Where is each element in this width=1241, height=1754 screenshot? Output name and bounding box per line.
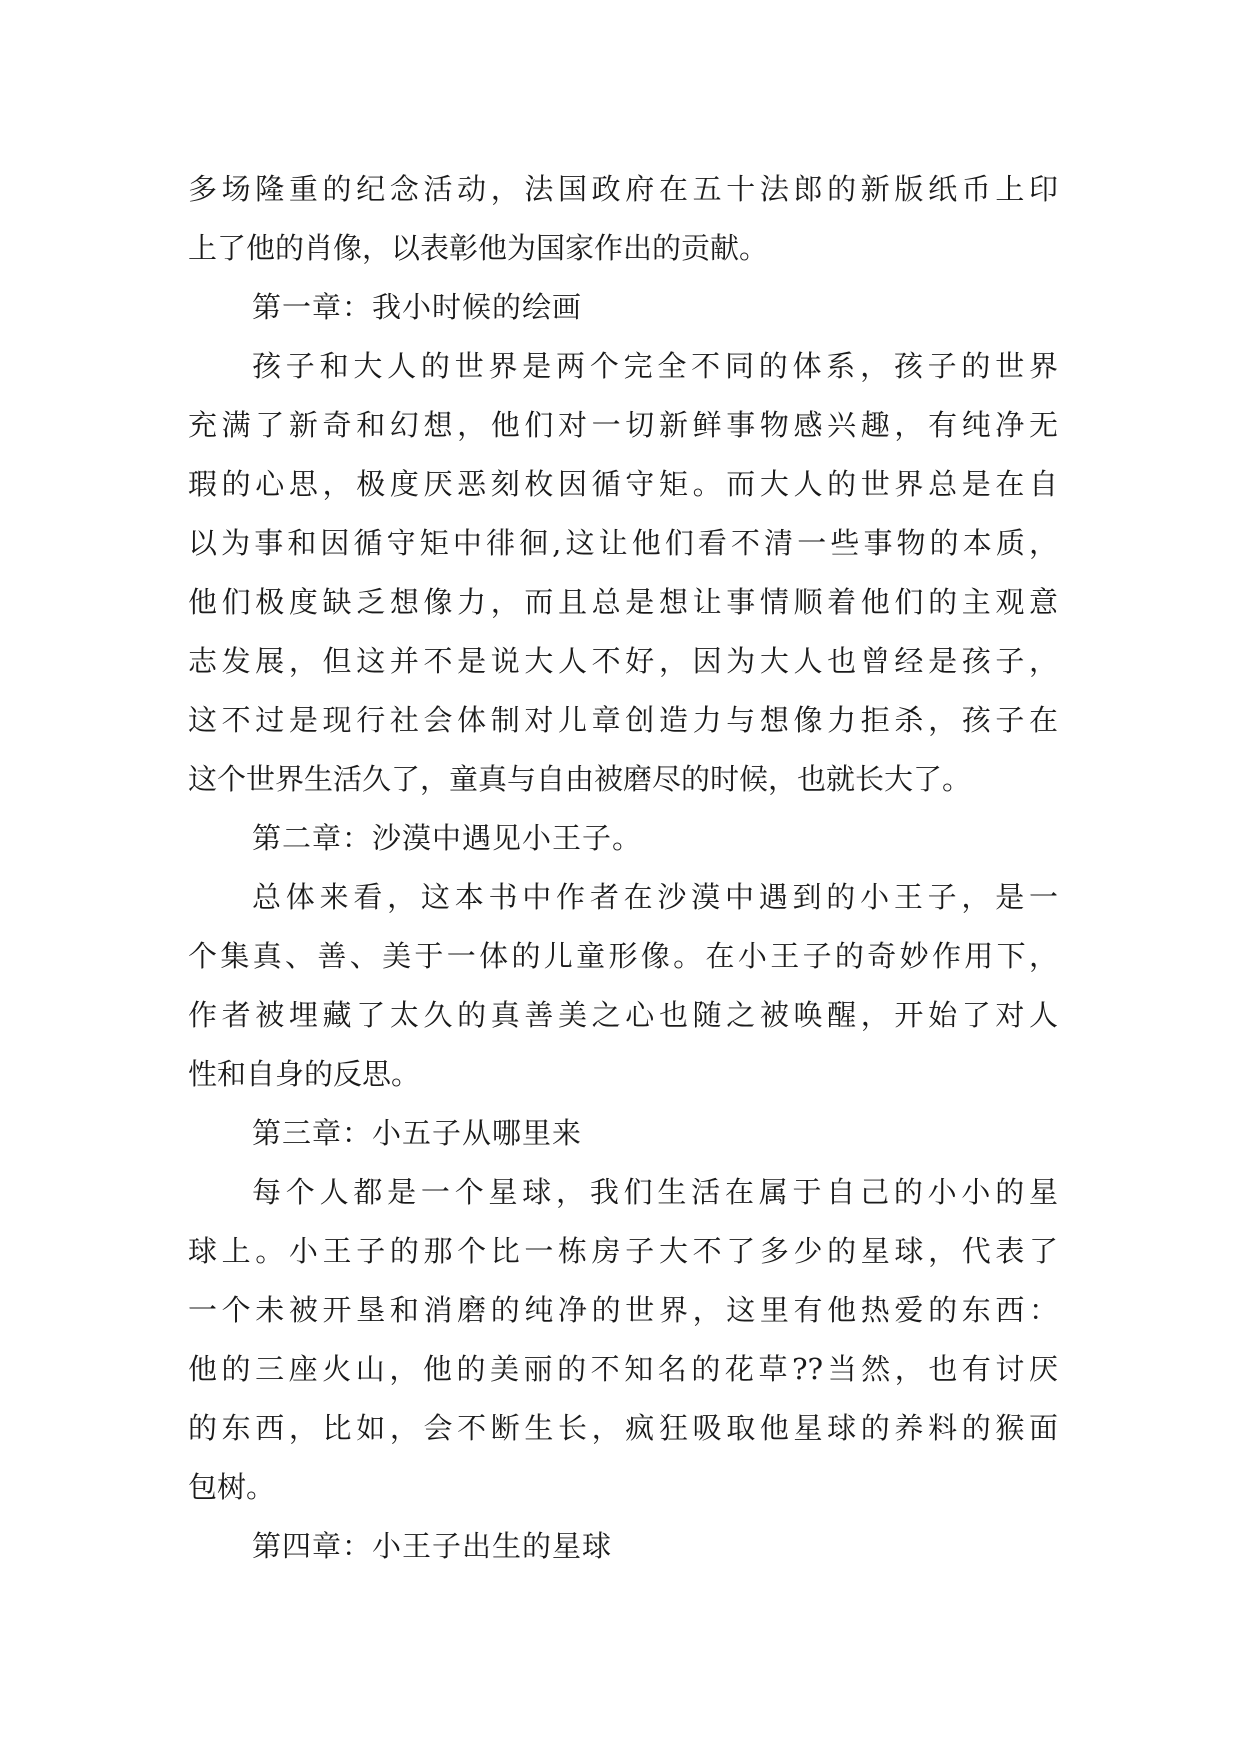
text-line: 包树。 bbox=[188, 1470, 276, 1504]
text-line: 一个未被开垦和消磨的纯净的世界，这里有他热爱的东西： bbox=[188, 1293, 1058, 1327]
chapter-heading: 第二章：沙漠中遇见小王子。 bbox=[252, 821, 643, 855]
chapter-heading: 第四章：小王子出生的星球 bbox=[252, 1529, 613, 1563]
chapter-heading: 第一章：我小时候的绘画 bbox=[252, 290, 583, 324]
text-line: 以为事和因循守矩中徘徊,这让他们看不清一些事物的本质， bbox=[188, 526, 1058, 560]
text-line: 上了他的肖像，以表彰他为国家作出的贡献。 bbox=[188, 231, 769, 265]
text-line: 瑕的心思，极度厌恶刻枚因循守矩。而大人的世界总是在自 bbox=[188, 467, 1058, 501]
text-line: 充满了新奇和幻想，他们对一切新鲜事物感兴趣，有纯净无 bbox=[188, 408, 1058, 442]
paragraph bbox=[188, 868, 1058, 1104]
text-line: 他的三座火山，他的美丽的不知名的花草??当然，也有讨厌 bbox=[188, 1352, 1058, 1386]
paragraph bbox=[188, 1163, 1058, 1517]
text-line: 的东西，比如，会不断生长，疯狂吸取他星球的养料的猴面 bbox=[188, 1411, 1058, 1445]
text-line: 球上。小王子的那个比一栋房子大不了多少的星球，代表了 bbox=[188, 1234, 1058, 1268]
text-line: 这不过是现行社会体制对儿章创造力与想像力拒杀，孩子在 bbox=[188, 703, 1058, 737]
text-line: 作者被埋藏了太久的真善美之心也随之被唤醒，开始了对人 bbox=[188, 998, 1058, 1032]
paragraph bbox=[188, 160, 1058, 278]
text-line: 孩子和大人的世界是两个完全不同的体系，孩子的世界 bbox=[252, 349, 1058, 383]
text-line: 志发展，但这并不是说大人不好，因为大人也曾经是孩子， bbox=[188, 644, 1058, 678]
chapter-heading: 第三章：小五子从哪里来 bbox=[252, 1116, 583, 1150]
text-line: 多场隆重的纪念活动，法国政府在五十法郎的新版纸币上印 bbox=[188, 172, 1058, 206]
text-line: 总体来看，这本书中作者在沙漠中遇到的小王子，是一 bbox=[252, 880, 1058, 914]
text-line: 他们极度缺乏想像力，而且总是想让事情顺着他们的主观意 bbox=[188, 585, 1058, 619]
text-line: 每个人都是一个星球，我们生活在属于自己的小小的星 bbox=[252, 1175, 1058, 1209]
text-line: 个集真、善、美于一体的儿童形像。在小王子的奇妙作用下， bbox=[188, 939, 1058, 973]
text-line: 这个世界生活久了，童真与自由被磨尽的时候，也就长大了。 bbox=[188, 762, 972, 796]
document-body bbox=[188, 160, 1058, 1576]
paragraph bbox=[188, 337, 1058, 809]
text-line: 性和自身的反思。 bbox=[188, 1057, 421, 1091]
